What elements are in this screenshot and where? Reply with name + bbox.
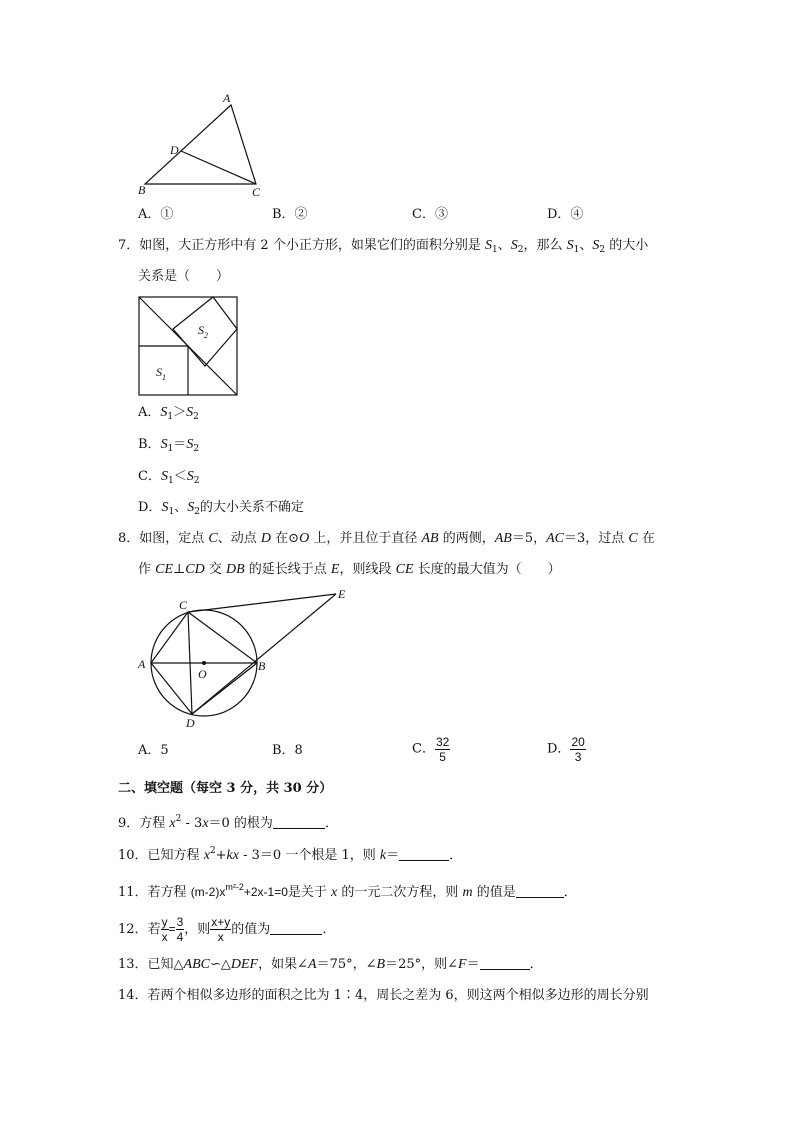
q6-option-b[interactable]: B．② xyxy=(272,207,308,222)
section-title-fill-in: 二、填空题（每空 3 分，共 30 分） xyxy=(118,781,333,796)
q8-option-c[interactable]: C． $\frac{32}{5}$ xyxy=(412,735,450,764)
label-d: D xyxy=(170,143,179,157)
label-s2: $S_2$ xyxy=(198,323,208,340)
label-d: D xyxy=(186,716,195,730)
q7-option-d[interactable]: D．$S_1$、$S_2$的大小关系不确定 xyxy=(138,500,304,517)
q9-stem: 9．方程 $x^2 - 3x=0$ 的根为 ． xyxy=(118,814,338,831)
q14-stem: 14．若两个相似多边形的面积之比为 1∶4，周长之差为 6，则这两个相似多边形的周长分别 xyxy=(118,988,649,1003)
q8-stem-line2: 作 CE⊥CD 交 DB 的延长线于点 E，则线段 CE 长度的最大值为（ ） xyxy=(138,562,561,577)
q6-option-a[interactable]: A．① xyxy=(138,207,174,222)
label-s1: $S_1$ xyxy=(156,365,166,382)
q9-answer-blank[interactable] xyxy=(273,816,325,829)
label-c: C xyxy=(252,185,261,199)
q6-option-c[interactable]: C．③ xyxy=(412,207,448,222)
q7-squares-figure xyxy=(136,294,242,396)
label-a: A xyxy=(223,91,231,105)
q8-option-a[interactable]: A．5 xyxy=(138,743,169,758)
label-e: E xyxy=(338,587,346,601)
label-a: A xyxy=(138,657,146,671)
q7-stem-line1: 7．如图，大正方形中有 2 个小正方形，如果它们的面积分别是 $S_1$、$S_2$，那么 $S_1$、$S_2$ 的大小 xyxy=(118,238,649,255)
label-b: B xyxy=(138,183,146,197)
q10-stem: 10．已知方程 $x^2+kx - 3=0$ 一个根是 1，则 k＝ ． xyxy=(118,846,463,863)
q7-option-c[interactable]: C．$S_1<S_2$ xyxy=(138,469,200,486)
q11-stem: 11．若方程 $(m-2)x^{m^2-2}+2x-1=0$是关于 x 的一元二次方程，则 m 的值是 ． xyxy=(118,882,577,900)
q8-circle-figure xyxy=(130,584,360,734)
q13-stem: 13．已知△ABC∽△DEF，如果∠A＝75°，∠B＝25°，则∠F＝ ． xyxy=(118,957,543,972)
q8-option-b[interactable]: B．8 xyxy=(272,743,303,758)
q7-stem-line2: 关系是（ ） xyxy=(138,269,230,284)
q13-answer-blank[interactable] xyxy=(480,957,530,970)
q7-option-b[interactable]: B．$S_1=S_2$ xyxy=(138,437,200,454)
q12-answer-blank[interactable] xyxy=(270,922,322,935)
q7-option-a[interactable]: A．$S_1>S_2$ xyxy=(138,405,199,422)
q10-answer-blank[interactable] xyxy=(399,848,449,861)
q11-answer-blank[interactable] xyxy=(516,885,564,898)
q8-option-d[interactable]: D． $\frac{20}{3}$ xyxy=(547,735,585,764)
q12-stem: 12．若 $\frac{y}{x}$ = $\frac{3}{4}$ ，则 $\frac{x+y}{x}$ 的值为 ． xyxy=(118,915,336,944)
label-b: B xyxy=(258,659,266,673)
label-c: C xyxy=(179,598,188,612)
q6-option-d[interactable]: D．④ xyxy=(547,207,584,222)
q8-stem-line1: 8．如图，定点 C、动点 D 在⊙O 上，并且位于直径 AB 的两侧，AB＝5，AC＝3，过点 C 在 xyxy=(118,531,655,546)
label-o: O xyxy=(198,667,207,681)
q6-triangle-figure xyxy=(130,88,270,200)
